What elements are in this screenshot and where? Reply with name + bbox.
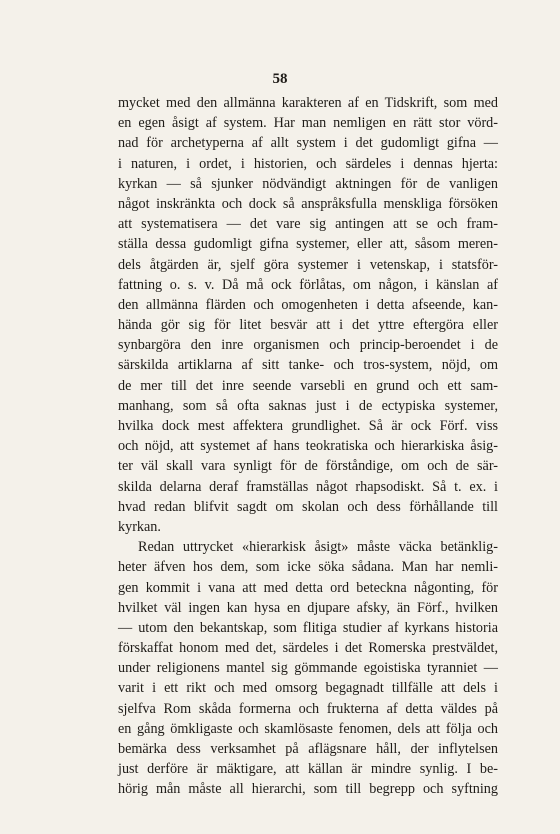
text-line: Redan uttrycket «hierarkisk åsigt» måste väcka betänklig- [138,539,498,556]
text-line: och nöjd, att systemet af hans teokratiska och hierarkiska åsig- [118,438,498,455]
text-line: kyrkan — så sjunker nödvändigt aktningen för de vanligen [118,175,498,192]
text-line: heter äfven hos dem, som icke söka sådana. Man har nemli- [118,559,498,576]
text-line: sjelfva Rom skåda formerna och frukterna af detta väldes på [118,700,498,717]
text-line: kyrkan. [118,518,161,535]
text-line: den allmänna flärden och omogenheten i detta afseende, kan- [118,296,498,313]
text-line: en egen åsigt af system. Har man nemligen en rätt stor vörd- [118,115,498,132]
text-line: ter väl skall vara synligt för de förståndige, om och de sär- [118,458,498,475]
text-line: just derföre är mäktigare, att källan är mindre synlig. I be- [118,761,498,778]
text-line: nad för archetyperna af allt system i det gudomligt gifna — [118,135,498,152]
text-line: bemärka dess verksamhet på aflägsnare håll, der inflytelsen [118,741,498,757]
page-number: 58 [272,71,288,87]
text-line: fattning o. s. v. Då må ock förlåtas, om någon, i känslan af [118,276,498,293]
text-line: gen kommit i vana att med detta ord beteckna någonting, för [118,579,498,596]
text-line: hörig mån måste all hierarchi, som till begrepp och syftning [118,781,498,798]
text-line: något inskränkta och dock så anspråksfulla menskliga försöken [118,195,498,212]
text-line: varit i ett rikt och med omsorg begagnadt tillfälle att dels i [118,680,498,697]
text-line: en gång ömkligaste och skamlösaste fenomen, dels att följa och [118,720,498,737]
text-line: i naturen, i ordet, i historien, och särdeles i dennas hjerta: [118,155,498,172]
text-line: under religionens mantel sig gömmande egoistiska tyranniet — [118,660,498,677]
text-line: skilda delarna deraf framställas något rhapsodiskt. Så t. ex. i [118,478,498,495]
text-line: mycket med den allmänna karakteren af en Tidskrift, som med [118,95,498,111]
text-line: hända gör sig för litet besvär att i det yttre eftergöra eller [118,317,498,334]
text-line: dels åtgärden är, sjelf göra systemer i vetenskap, i statsför- [118,256,498,273]
text-line: hvad redan blifvit sagdt om skolan och dess förhållande till [118,498,498,515]
text-line: ställa dessa gudomligt gifna systemer, eller att, såsom meren- [118,236,498,253]
text-line: att systematisera — det vare sig antingen att se och fram- [118,216,498,233]
text-line: särskilda artiklarna af sitt tanke- och tros-system, nöjd, om [118,357,498,374]
text-line: hvilket väl ingen kan hysa en djupare afsky, än Förf., hvilken [118,599,498,616]
text-line: de mer till det inre seende varsebli en grund och ett sam- [118,377,498,394]
text-line: synbargöra den inre organismen och princip-beroendet i de [118,337,498,354]
text-line: förskaffat honom med det, särdeles i det Romerska prestväldet, [118,640,498,657]
text-line: — utom den bekantskap, som flitiga studier af kyrkans historia [118,619,498,636]
text-line: hvilka dock mest affektera grundlighet. Så är ock Förf. viss [118,418,498,434]
text-line: manhang, som så ofta saknas just i de ectypiska systemer, [118,397,498,414]
body-text [118,93,498,800]
